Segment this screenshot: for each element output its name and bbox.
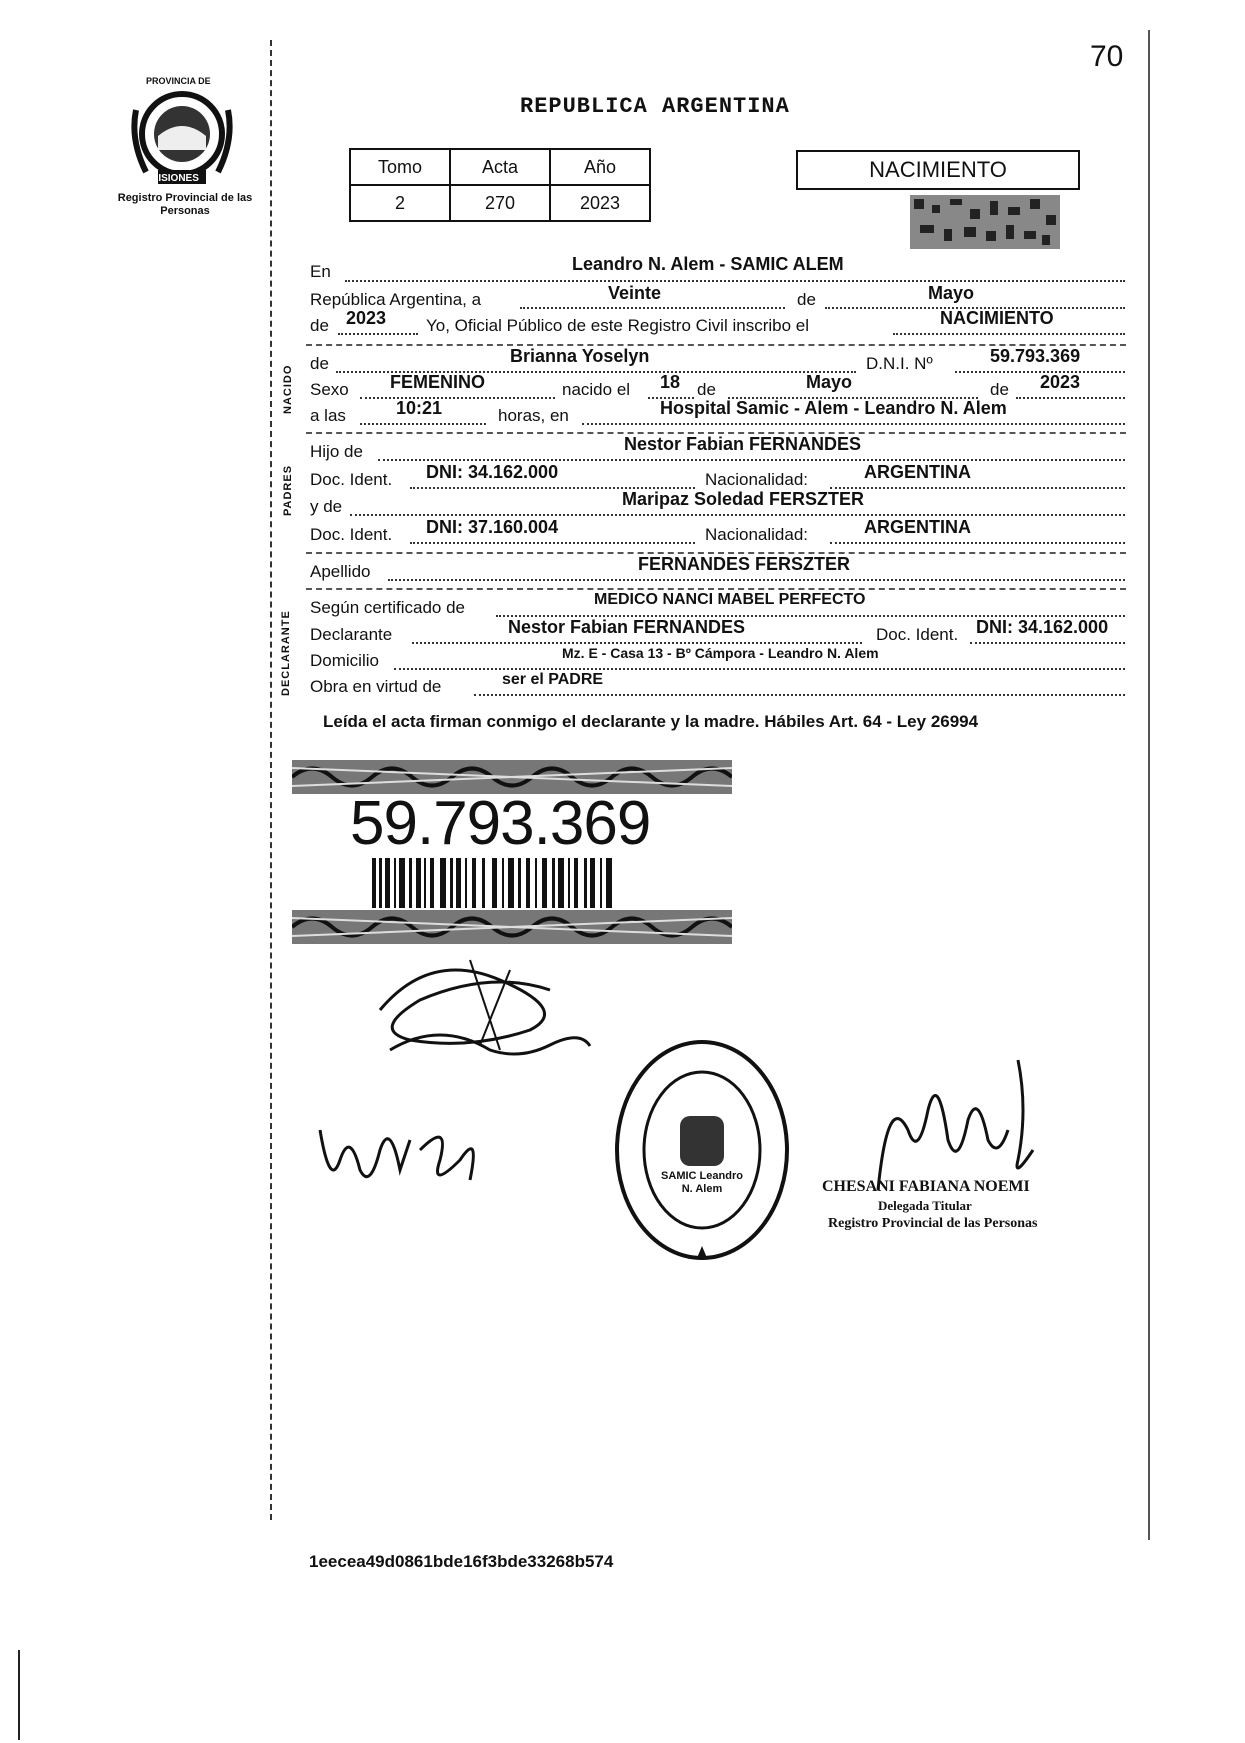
dotted-line [893,333,1125,335]
apellido-value: FERNANDES FERSZTER [638,554,851,574]
de2-label: de [310,316,329,335]
birth-day-value: 18 [660,372,681,392]
dotted-line [1016,397,1125,399]
mother-signature-icon [300,1100,500,1200]
dotted-line [350,514,1125,516]
dotted-line [360,423,486,425]
birth-time-value: 10:21 [396,398,443,418]
officer-role: Delegada Titular [878,1198,972,1213]
certificate-value: MEDICO NANCI MABEL PERFECTO [594,591,866,608]
dotted-line [360,397,555,399]
doc-ident-label: Doc. Ident. [310,470,393,489]
de-label: de [990,380,1009,399]
mother-nationality-value: ARGENTINA [864,517,971,537]
de-label: de [697,380,716,399]
nacionalidad-label: Nacionalidad: [705,470,809,489]
declarante-section-label: DECLARANTE [280,610,292,696]
year-value: 2023 [346,308,387,328]
sexo-label: Sexo [310,380,349,399]
capacity-value: ser el PADRE [502,671,604,688]
page-number: 70 [1090,40,1124,73]
table-value-acta: 270 [450,185,550,221]
declarante-doc-value: DNI: 34.162.000 [976,617,1109,637]
domicilio-label: Domicilio [310,651,379,670]
document-title: REPUBLICA ARGENTINA [520,94,790,119]
table-value-tomo: 2 [350,185,450,221]
table-value-ano: 2023 [550,185,650,221]
record-type-box: NACIMIENTO [796,150,1080,190]
republica-label: República Argentina, a [310,290,482,309]
dni-number-large: 59.793.369 [350,789,651,858]
margin-dashed-line [270,40,272,1520]
act-type-value: NACIMIENTO [940,308,1054,328]
dotted-line [388,579,1125,581]
barcode-icon [372,858,616,908]
declarante-signature-icon [350,950,610,1060]
doc-ident-label: Doc. Ident. [876,625,959,644]
mother-name-value: Maripaz Soledad FERSZTER [622,489,865,509]
obra-en-virtud-label: Obra en virtud de [310,677,442,696]
a-las-label: a las [310,406,346,425]
closing-text: Leída el acta firman conmigo el declarante y la madre. Hábiles Art. 64 - Ley 26994 [323,712,979,731]
nacido-section-label: NACIDO [282,364,294,414]
dotted-line [582,423,1125,425]
registry-caption: Registro Provincial de las Personas [117,192,253,217]
sexo-value: FEMENINO [390,372,486,392]
stamp-inner-text: SAMIC Leandro N. Alem [661,1170,743,1195]
dni-label: D.N.I. Nº [866,354,933,373]
birth-place-value: Hospital Samic - Alem - Leandro N. Alem [660,398,1007,418]
logo-seal-top-text: PROVINCIA DE [146,76,211,86]
table-header-tomo: Tomo [350,149,450,185]
birth-month-value: Mayo [806,372,853,392]
scan-edge-line [18,1650,20,1740]
security-band-icon [292,910,732,944]
address-value: Mz. E - Casa 13 - Bº Cámpora - Leandro N. Alem [562,645,879,661]
dotted-line [970,642,1125,644]
place-value: Leandro N. Alem - SAMIC ALEM [572,254,844,274]
page-edge-line [1148,30,1150,1540]
dotted-line [410,542,695,544]
nacido-el-label: nacido el [562,380,631,399]
hijo-de-label: Hijo de [310,442,363,461]
dotted-line [378,459,1125,461]
official-text: Yo, Oficial Público de este Registro Civil inscribo el [426,316,809,335]
document-hash: 1eecea49d0861bde16f3bde33268b574 [309,1552,614,1571]
dotted-line [412,642,862,644]
dotted-line [345,280,1125,282]
segun-certificado-label: Según certificado de [310,598,465,617]
en-label: En [310,262,331,281]
officer-name: CHESANI FABIANA NOEMI [822,1178,1030,1195]
officer-registry: Registro Provincial de las Personas [828,1216,1038,1231]
month-value: Mayo [928,283,975,303]
padres-section-label: PADRES [282,464,294,516]
de-label: de [797,290,816,309]
doc-ident-label: Doc. Ident. [310,525,393,544]
nacionalidad-label: Nacionalidad: [705,525,809,544]
father-doc-value: DNI: 34.162.000 [426,462,559,482]
misiones-coat-of-arms-icon [128,80,236,188]
dotted-line [394,668,1125,670]
dotted-line [520,307,785,309]
dotted-line [338,333,418,335]
dotted-line [474,694,1125,696]
declarante-label: Declarante [310,625,393,644]
section-separator [306,588,1126,590]
record-number-table [349,148,651,222]
day-words-value: Veinte [608,283,662,303]
nacido-de-label: de [310,354,329,373]
official-stamp-icon [612,1036,792,1264]
dotted-line [830,542,1125,544]
logo-seal-bottom-text: MISIONES [150,173,199,184]
child-dni-value: 59.793.369 [990,346,1081,366]
table-header-acta: Acta [450,149,550,185]
father-nationality-value: ARGENTINA [864,462,971,482]
security-pattern-icon [910,195,1060,249]
declarante-name-value: Nestor Fabian FERNANDES [508,617,746,637]
dotted-line [830,487,1125,489]
father-name-value: Nestor Fabian FERNANDES [624,434,862,454]
apellido-label: Apellido [310,562,371,581]
mother-doc-value: DNI: 37.160.004 [426,517,559,537]
horas-label: horas, en [498,406,569,425]
y-de-label: y de [310,497,343,516]
child-name-value: Brianna Yoselyn [510,346,650,366]
birth-year-value: 2023 [1040,372,1081,392]
table-header-ano: Año [550,149,650,185]
